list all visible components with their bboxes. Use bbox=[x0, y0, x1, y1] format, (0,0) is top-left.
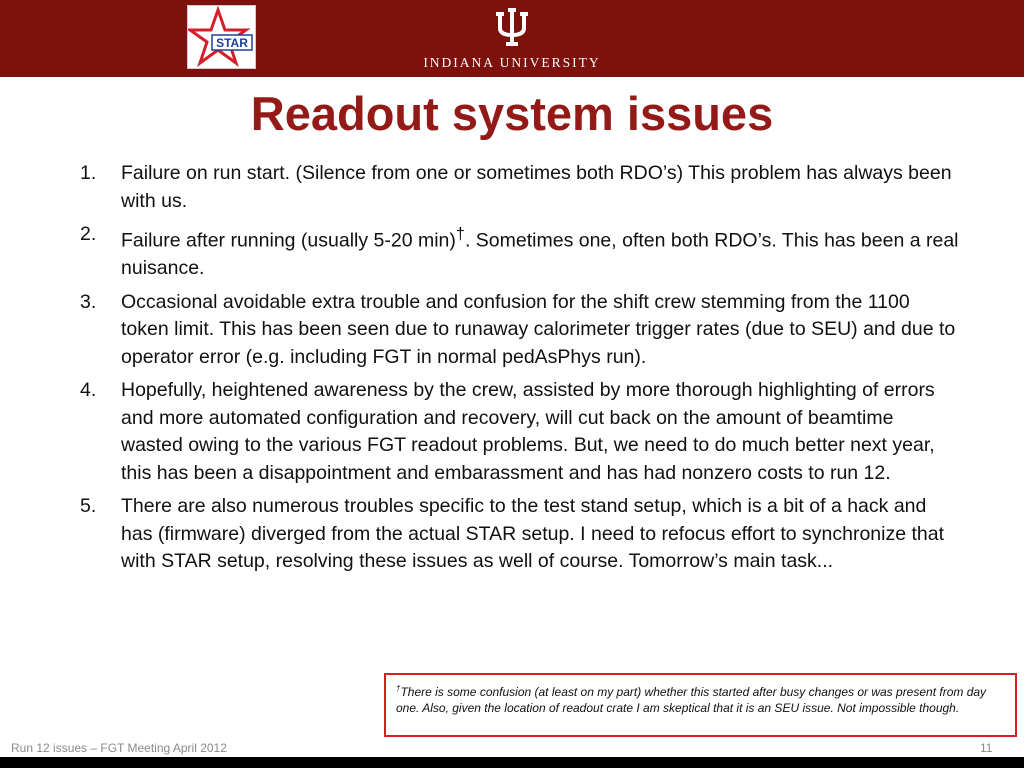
footnote-text: There is some confusion (at least on my part) whether this started after busy changes or was present from day one. Also, given the location of readout crate I am skeptical that it is an SEU issue. Not impossible though. bbox=[396, 685, 987, 715]
item-number: 4. bbox=[80, 379, 97, 401]
trident-icon bbox=[490, 8, 534, 46]
list-item bbox=[80, 160, 960, 215]
list-item bbox=[80, 221, 960, 283]
item-text: Failure after running (usually 5-20 min) bbox=[121, 229, 456, 252]
footnote-box bbox=[384, 673, 1017, 737]
header-bar bbox=[0, 0, 1024, 77]
footer-caption: Run 12 issues – FGT Meeting April 2012 bbox=[11, 741, 227, 755]
page-number: 11 bbox=[980, 741, 993, 755]
list-item bbox=[80, 493, 960, 576]
item-text: There are also numerous troubles specific to the test stand setup, which is a bit of a hack and has (firmware) diverged from the actual STAR setup. I need to refocus effort to synchronize that with STAR setup, resolving these issues as well of course. Tomorrow’s main task... bbox=[121, 495, 944, 572]
dagger-mark: † bbox=[396, 684, 401, 693]
item-text: Failure on run start. (Silence from one or sometimes both RDO’s) This problem has always been with us. bbox=[121, 162, 952, 212]
item-number: 3. bbox=[80, 290, 97, 313]
item-text: Hopefully, heightened awareness by the crew, assisted by more thorough highlighting of errors and more automated configuration and recovery, will cut back on the amount of beamtime wasted owing to the various FGT readout problems. But, we need to do much better next year, this has been a disappointment and embarassment and has had nonzero costs to run 12. bbox=[121, 379, 935, 484]
issue-list bbox=[80, 160, 960, 582]
item-number: 5. bbox=[80, 495, 97, 517]
university-name: INDIANA UNIVERSITY bbox=[423, 55, 601, 70]
item-text: Occasional avoidable extra trouble and confusion for the shift crew stemming from the 1100 token limit. This has been seen due to runaway calorimeter trigger rates (due to SEU) and due to operator error (e.g. including FGT in normal pedAsPhys run). bbox=[121, 290, 956, 368]
slide-title: Readout system issues bbox=[250, 87, 774, 140]
item-number: 1. bbox=[80, 162, 97, 184]
item-number: 2. bbox=[80, 223, 97, 245]
bottom-bar bbox=[0, 757, 1024, 768]
svg-text:STAR: STAR bbox=[216, 36, 248, 50]
list-item bbox=[80, 377, 960, 487]
dagger-mark: † bbox=[455, 225, 465, 243]
item-text-cont: . Sometimes one, often both RDO’s. This has been a real nuisance. bbox=[121, 229, 959, 279]
list-item bbox=[80, 289, 960, 372]
